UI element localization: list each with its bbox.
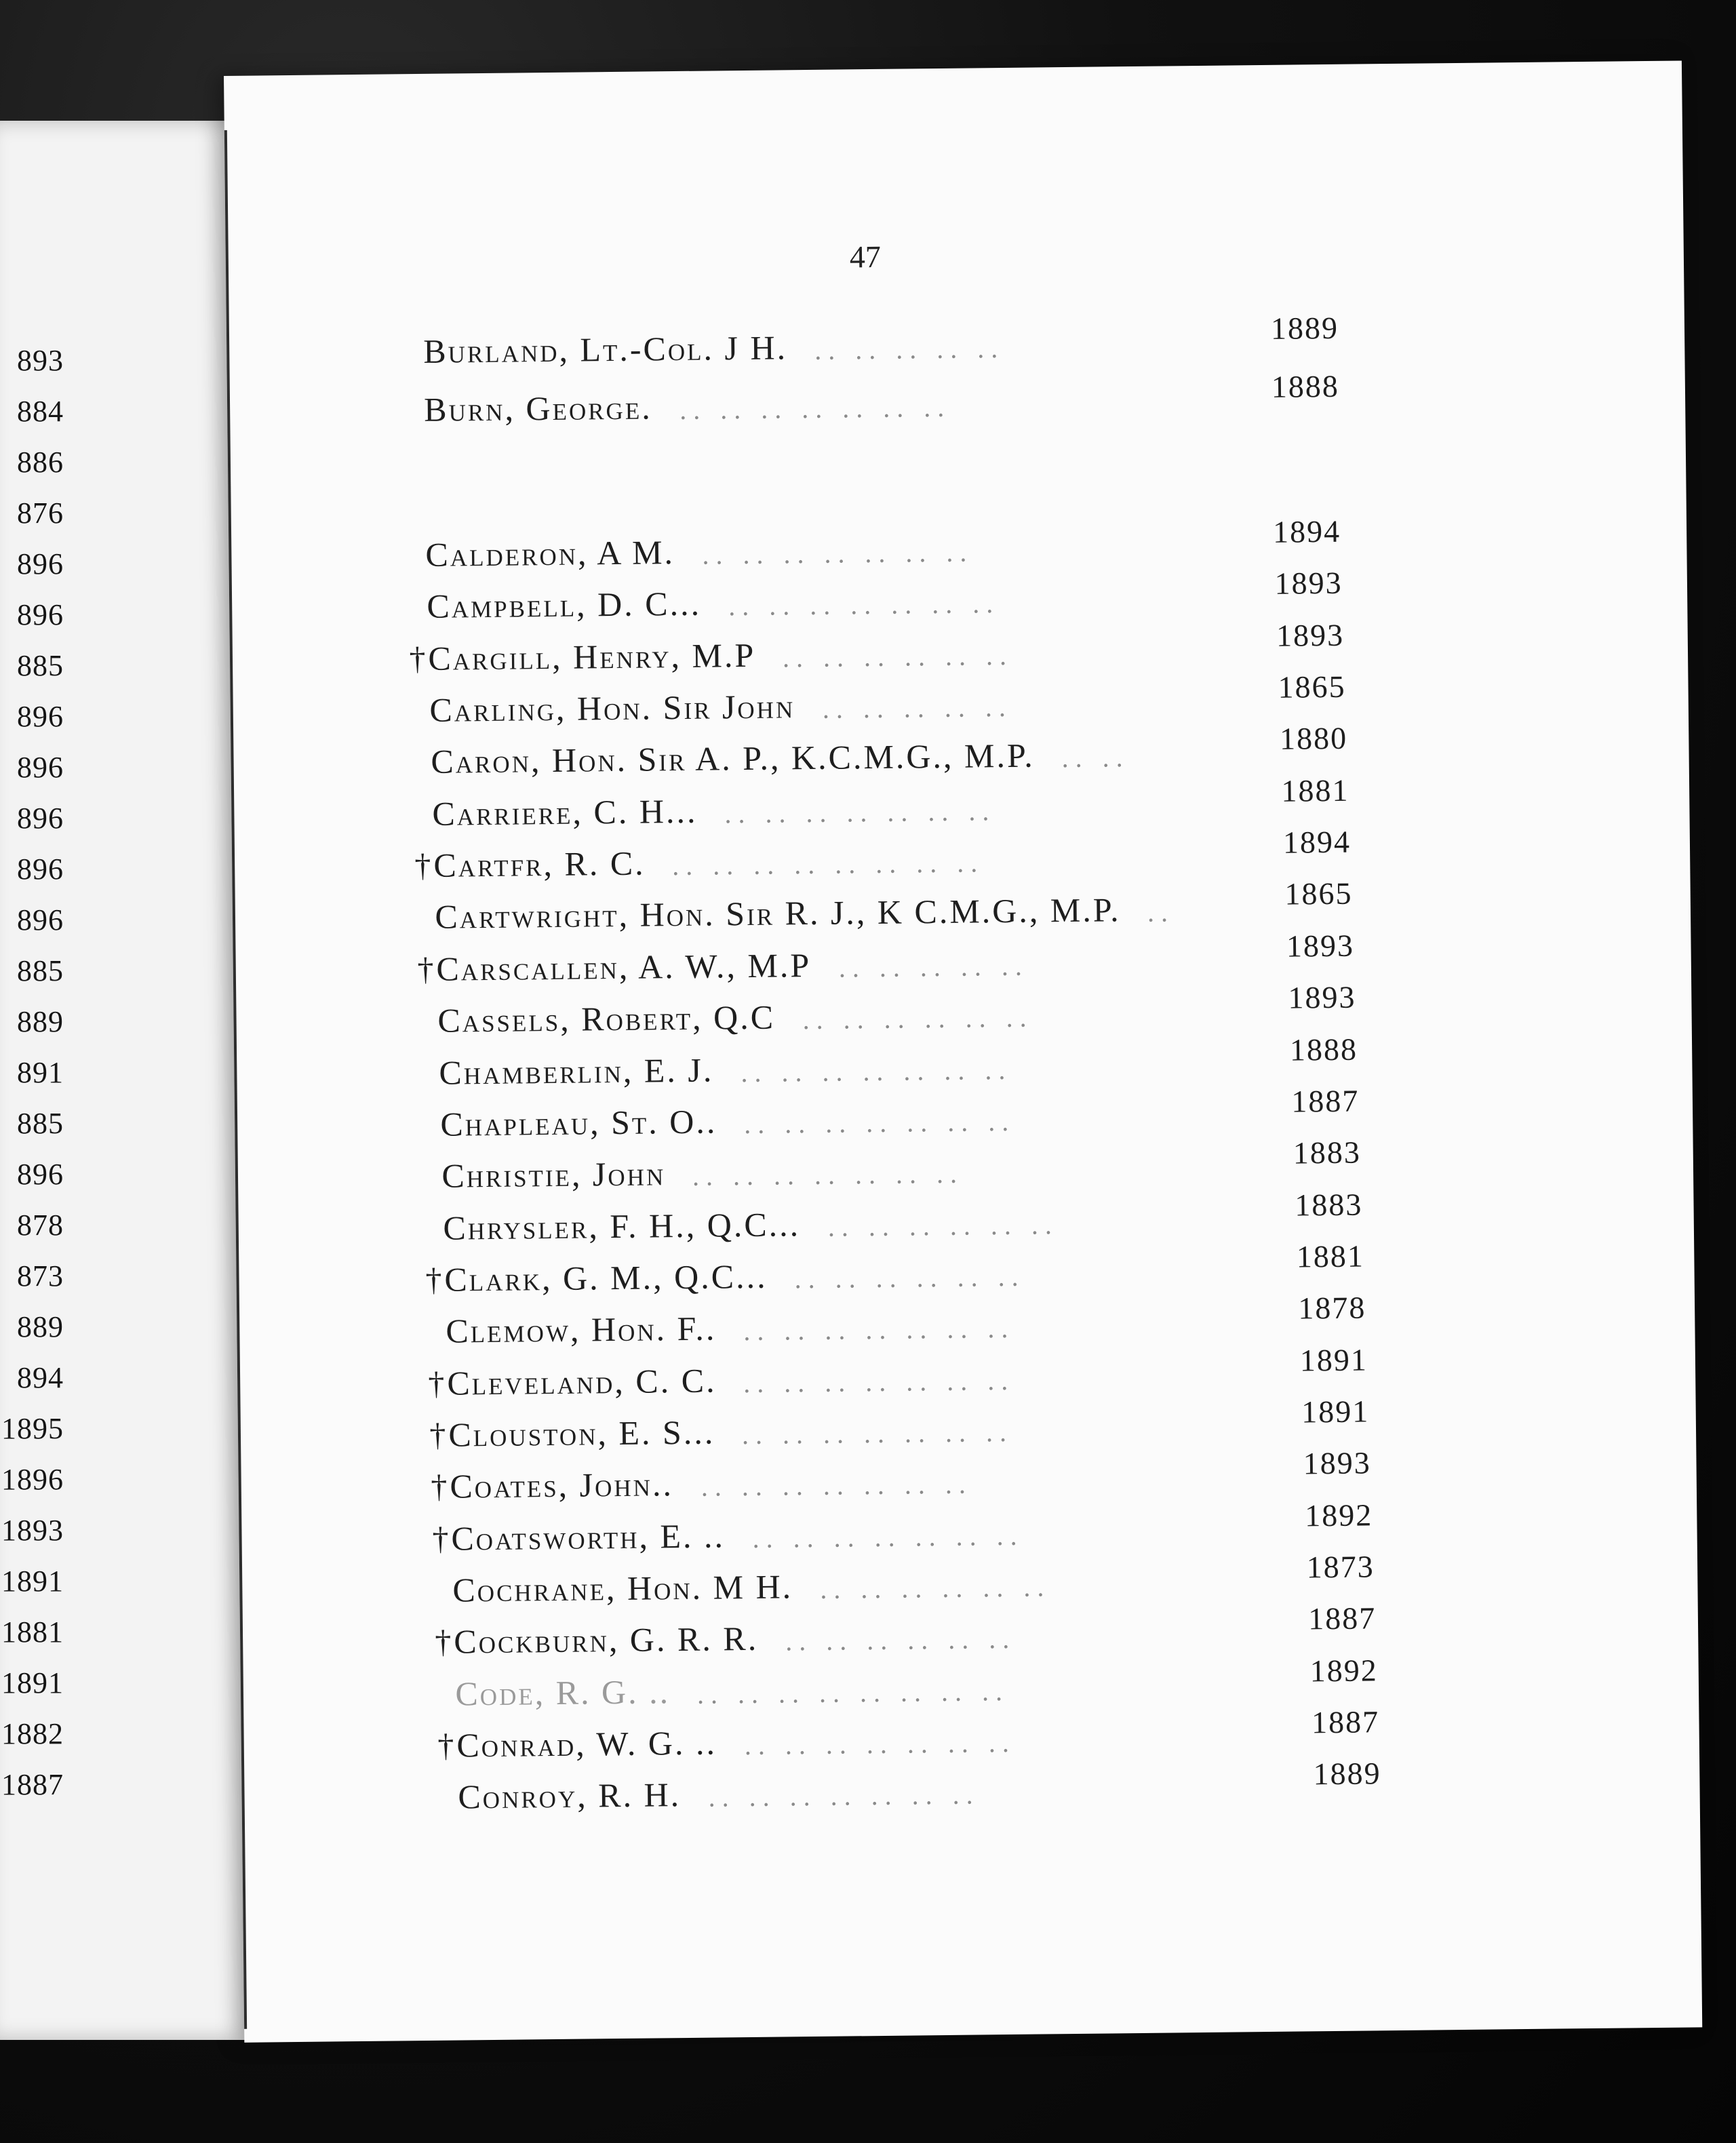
entry-year: 1894 <box>1282 824 1352 860</box>
left-year: 896 <box>17 903 64 937</box>
entry-year: 1878 <box>1298 1290 1366 1326</box>
dot-leaders: .. .. .. .. .. <box>814 332 1005 366</box>
left-year: 896 <box>17 700 64 733</box>
entry-year: 1880 <box>1279 721 1348 757</box>
dagger-mark: † <box>409 640 426 677</box>
entry-year: 1891 <box>1299 1342 1368 1378</box>
entry-year: 1891 <box>1301 1394 1370 1430</box>
dot-leaders: .. .. .. .. .. .. .. .. <box>671 847 985 882</box>
dot-leaders: .. .. .. .. .. .. .. <box>728 588 1000 622</box>
dot-leaders: .. .. .. .. .. .. .. <box>724 795 996 829</box>
entry-name: Code, R. G. .. <box>455 1672 671 1713</box>
entry-year: 1894 <box>1272 513 1341 549</box>
list-item <box>232 824 1589 895</box>
dot-leaders: .. .. .. .. .. .. .. <box>741 1054 1012 1088</box>
list-item <box>230 617 1587 688</box>
list-item <box>231 721 1587 791</box>
entry-year: 1893 <box>1288 979 1356 1015</box>
dagger-mark: † <box>414 847 431 884</box>
list-item <box>229 566 1586 636</box>
dagger-mark: † <box>428 1365 445 1402</box>
dot-leaders: .. .. .. .. .. .. <box>827 1208 1059 1242</box>
list-item <box>227 368 1584 439</box>
dagger-mark: † <box>435 1624 452 1661</box>
entry-year: 1893 <box>1303 1445 1372 1481</box>
entry-name: Cartfr, R. C. <box>433 844 646 884</box>
dot-leaders: .. .. .. .. .. .. .. <box>708 1779 980 1813</box>
list-item <box>239 1497 1596 1569</box>
left-year: 1893 <box>1 1514 64 1547</box>
entry-year: 1865 <box>1278 669 1346 705</box>
entry-year: 1887 <box>1311 1704 1380 1740</box>
list-item <box>241 1704 1598 1775</box>
entry-year: 1893 <box>1274 566 1343 602</box>
dagger-mark: † <box>425 1261 442 1298</box>
list-item <box>226 310 1583 381</box>
list-item <box>237 1342 1594 1413</box>
entry-year: 1888 <box>1271 368 1340 404</box>
left-year: 896 <box>17 547 64 581</box>
list-item <box>235 1135 1592 1206</box>
dot-leaders: .. .. .. .. .. <box>822 691 1013 724</box>
entry-name: Clemow, Hon. F.. <box>446 1309 717 1350</box>
dot-leaders: .. .. .. .. .. .. .. <box>743 1313 1015 1347</box>
left-year: 1891 <box>1 1565 64 1598</box>
list-item <box>239 1445 1596 1516</box>
dagger-mark: † <box>431 1468 448 1506</box>
dagger-mark: † <box>432 1520 449 1557</box>
dot-leaders: .. .. .. .. .. <box>838 950 1029 983</box>
entry-name: Chapleau, St. O.. <box>440 1102 717 1143</box>
entry-year: 1881 <box>1296 1238 1365 1274</box>
dagger-mark: † <box>417 951 434 987</box>
entry-year: 1892 <box>1309 1652 1378 1689</box>
left-year: 873 <box>17 1259 64 1293</box>
entry-name: Conroy, R. H. <box>458 1775 682 1816</box>
entry-year: 1865 <box>1284 876 1353 912</box>
dot-leaders: .. .. .. .. .. .. .. <box>752 1520 1024 1554</box>
entry-name: Calderon, A M. <box>425 533 675 574</box>
entry-year: 1889 <box>1313 1756 1381 1792</box>
list-item <box>233 928 1590 999</box>
entry-name: Cassels, Robert, Q.C <box>437 998 776 1040</box>
left-year: 1891 <box>1 1666 64 1699</box>
entry-name: Carscallen, A. W., M.P <box>436 945 812 988</box>
entry-year: 1887 <box>1291 1083 1360 1119</box>
entry-name: Coatsworth, E. .. <box>451 1516 726 1558</box>
dot-leaders: .. .. .. .. .. .. <box>794 1261 1025 1295</box>
list-item <box>234 1031 1591 1102</box>
entry-name: Christie, John <box>441 1154 666 1195</box>
dot-leaders: .. <box>1147 897 1175 928</box>
left-year: 889 <box>17 1005 64 1038</box>
dot-leaders: .. .. .. .. .. .. .. <box>743 1105 1016 1139</box>
entry-name: Conrad, W. G. .. <box>456 1723 717 1765</box>
right-page <box>224 60 1702 2042</box>
entry-name: Chamberlin, E. J. <box>439 1050 714 1092</box>
left-year: 1887 <box>1 1768 64 1801</box>
dot-leaders: .. .. .. .. .. .. <box>785 1624 1017 1657</box>
left-year: 896 <box>17 1158 64 1191</box>
entry-name: Cargill, Henry, M.P <box>428 635 756 677</box>
entry-name: Campbell, D. C... <box>427 585 702 626</box>
left-year: 878 <box>17 1208 64 1242</box>
list-item <box>238 1394 1595 1465</box>
dot-leaders: .. .. <box>1061 742 1130 774</box>
entry-name: Carriere, C. H... <box>432 791 698 833</box>
entry-name: Chrysler, F. H., Q.C... <box>443 1204 801 1247</box>
entry-year: 1883 <box>1293 1135 1362 1171</box>
entry-name: Clark, G. M., Q.C... <box>444 1257 768 1299</box>
entry-year: 1889 <box>1270 310 1339 346</box>
entry-name: Caron, Hon. Sir A. P., K.C.M.G., M.P. <box>431 736 1035 781</box>
left-year: 886 <box>17 446 64 479</box>
dot-leaders: .. .. .. .. .. .. .. <box>741 1416 1014 1451</box>
entry-name: Cockburn, G. R. R. <box>454 1619 759 1661</box>
entry-name: Burn, George. <box>423 388 652 429</box>
list-item <box>236 1187 1593 1258</box>
entry-name: Cartwright, Hon. Sir R. J., K C.M.G., M.P. <box>435 890 1121 937</box>
entry-name: Carling, Hon. Sir John <box>429 687 795 729</box>
entry-year: 1883 <box>1295 1187 1363 1223</box>
entry-year: 1893 <box>1286 928 1355 964</box>
list-item <box>236 1238 1593 1310</box>
entry-year: 1887 <box>1307 1600 1377 1636</box>
left-year: 1882 <box>1 1717 64 1750</box>
left-year: 876 <box>17 496 64 530</box>
left-year: 891 <box>17 1056 64 1089</box>
left-year: 893 <box>17 344 64 377</box>
list-item <box>231 772 1588 844</box>
left-year: 896 <box>17 598 64 631</box>
dot-leaders: .. .. .. .. .. .. .. <box>743 1364 1015 1398</box>
list-item <box>235 1083 1592 1154</box>
list-item <box>231 669 1587 740</box>
dot-leaders: .. .. .. .. .. .. .. <box>692 1158 964 1192</box>
left-year: 884 <box>17 395 64 428</box>
dot-leaders: .. .. .. .. .. .. .. .. <box>696 1675 1010 1710</box>
entry-name: Cleveland, C. C. <box>447 1361 717 1402</box>
left-year: 885 <box>17 649 64 682</box>
left-year: 885 <box>17 954 64 987</box>
list-item <box>229 513 1585 585</box>
list-item <box>233 979 1590 1050</box>
dot-leaders: .. .. .. .. .. .. .. <box>701 1468 973 1503</box>
entry-name: Coates, John.. <box>450 1465 674 1506</box>
entry-year: 1873 <box>1306 1549 1375 1585</box>
left-year: 1895 <box>1 1412 64 1445</box>
left-year: 889 <box>17 1310 64 1343</box>
left-year: 1881 <box>1 1615 64 1649</box>
dot-leaders: .. .. .. .. .. .. .. <box>744 1727 1017 1761</box>
list-item <box>240 1600 1597 1672</box>
list-item <box>239 1549 1596 1620</box>
dagger-mark: † <box>429 1417 446 1453</box>
page-number: 47 <box>849 239 882 275</box>
list-item <box>241 1652 1598 1724</box>
left-year: 896 <box>17 802 64 835</box>
entry-name: Burland, Lt.-Col. J H. <box>422 328 788 370</box>
entry-year: 1893 <box>1276 617 1345 653</box>
left-year: 1896 <box>1 1463 64 1496</box>
entry-year: 1892 <box>1304 1497 1373 1533</box>
dot-leaders: .. .. .. .. .. .. <box>802 1002 1033 1036</box>
list-item <box>241 1756 1598 1827</box>
list-item <box>233 876 1590 947</box>
dagger-mark: † <box>437 1727 454 1764</box>
dot-leaders: .. .. .. .. .. .. <box>820 1571 1051 1605</box>
dot-leaders: .. .. .. .. .. .. <box>782 640 1014 673</box>
list-item <box>237 1290 1594 1361</box>
entry-year: 1888 <box>1289 1031 1358 1067</box>
left-year: 894 <box>17 1361 64 1394</box>
entry-year: 1881 <box>1281 772 1349 808</box>
left-year: 896 <box>17 751 64 784</box>
dot-leaders: .. .. .. .. .. .. .. <box>702 536 974 570</box>
left-year: 896 <box>17 852 64 886</box>
left-year: 885 <box>17 1107 64 1140</box>
entry-name: Clouston, E. S... <box>448 1413 715 1454</box>
entry-name: Cochrane, Hon. M H. <box>452 1567 793 1609</box>
dot-leaders: .. .. .. .. .. .. .. <box>679 391 951 425</box>
